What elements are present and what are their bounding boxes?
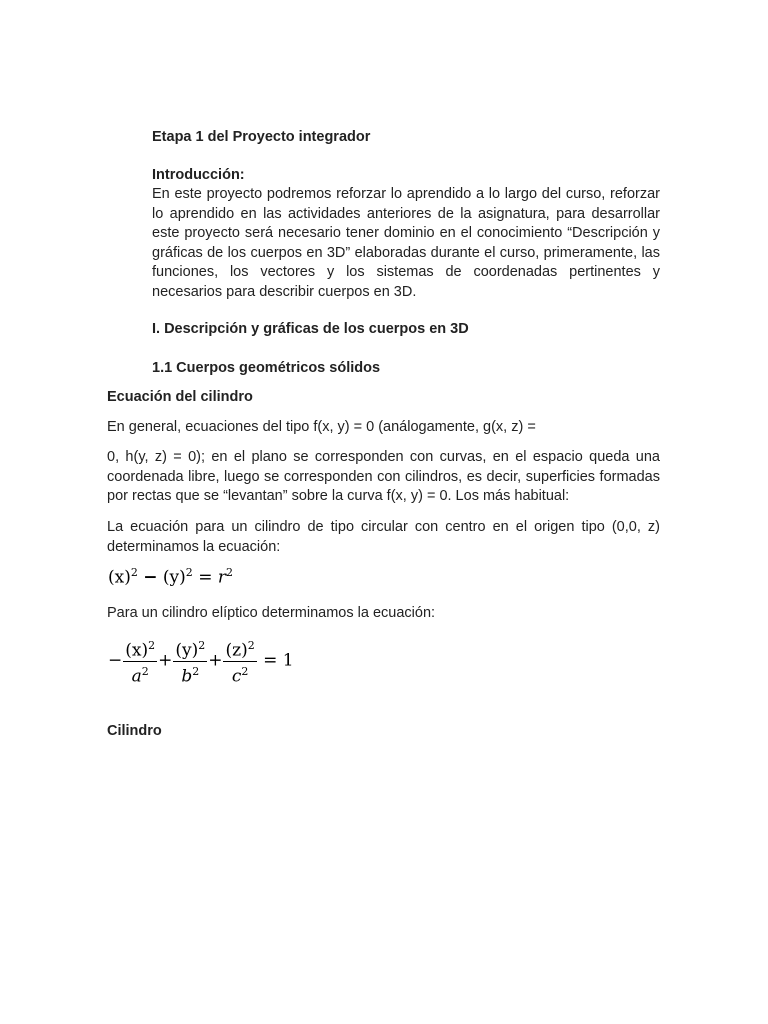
eq2-den-a-exp: 2 xyxy=(141,664,149,678)
eq2-num-y-exp: 2 xyxy=(198,639,206,652)
eq2-fraction-x xyxy=(123,636,157,686)
eq1-minus: − xyxy=(143,567,158,588)
elliptic-paragraph: Para un cilindro elíptico determinamos la ecuación: xyxy=(107,605,436,621)
eq2-den-c-exp: 2 xyxy=(241,664,249,678)
circular-cylinder-equation xyxy=(108,566,233,588)
eq2-den-a: a xyxy=(131,666,142,687)
eq2-lead-minus: − xyxy=(108,650,123,671)
eq2-fraction-z xyxy=(223,636,256,686)
eq1-exp-1: 2 xyxy=(130,566,138,579)
eq1-exp-3: 2 xyxy=(226,566,233,579)
eq2-num-y: (y) xyxy=(175,640,199,661)
general-line: En general, ecuaciones del tipo f(x, y) = 0 (análogamente, g(x, z) = xyxy=(107,419,536,435)
intro-heading: Introducción: xyxy=(152,167,245,183)
eq2-den-b-exp: 2 xyxy=(192,664,200,678)
section-heading: I. Descripción y gráficas de los cuerpos en 3D xyxy=(152,321,469,337)
eq2-plus-1: + xyxy=(158,650,173,671)
cylinder-heading: Cilindro xyxy=(107,723,162,739)
eq1-equals: = xyxy=(198,567,213,588)
subsection-heading: 1.1 Cuerpos geométricos sólidos xyxy=(152,360,381,376)
eq2-equals: = xyxy=(263,650,278,671)
eq2-num-x-exp: 2 xyxy=(148,639,156,652)
eq1-term-y: (y) xyxy=(162,567,186,588)
eq2-den-c: c xyxy=(231,666,242,687)
cylinder-equation-heading: Ecuación del cilindro xyxy=(107,389,253,405)
intro-paragraph: En este proyecto podremos reforzar lo aprendido a lo largo del curso, reforzar lo aprendido en las actividades anteriores de la asignatura, para desarrollar este proyecto será necesario tener dominio en el conocimiento “Descripción y gráficas de los cuerpos en 3D” elaboradas durante el curso, primeramente, las funciones, los vectores y los sistemas de coordenadas pertinentes y necesarios para describir cuerpos en 3D. xyxy=(152,186,660,300)
general-paragraph: 0, h(y, z) = 0); en el plano se corresponden con curvas, en el espacio queda una coordenada libre, luego se corresponden con cilindros, es decir, superficies formadas por rectas que se “levantan” sobre la curva f(x, y) = 0. Los más habitual: xyxy=(107,449,660,505)
eq1-term-x: (x) xyxy=(108,567,131,588)
eq2-num-z-exp: 2 xyxy=(247,639,255,652)
document-title: Etapa 1 del Proyecto integrador xyxy=(152,129,371,145)
eq2-den-b: b xyxy=(181,666,193,687)
eq1-exp-2: 2 xyxy=(185,566,193,579)
eq2-rhs: 1 xyxy=(282,650,294,671)
eq2-plus-2: + xyxy=(208,650,223,671)
eq2-fraction-y xyxy=(173,636,207,686)
circular-paragraph: La ecuación para un cilindro de tipo circular con centro en el origen tipo (0,0, z) determinamos la ecuación: xyxy=(107,519,660,555)
eq2-num-x: (x) xyxy=(125,640,149,661)
eq2-num-z: (z) xyxy=(225,640,248,661)
elliptic-cylinder-equation xyxy=(108,636,294,686)
eq1-term-r: r xyxy=(217,567,226,588)
